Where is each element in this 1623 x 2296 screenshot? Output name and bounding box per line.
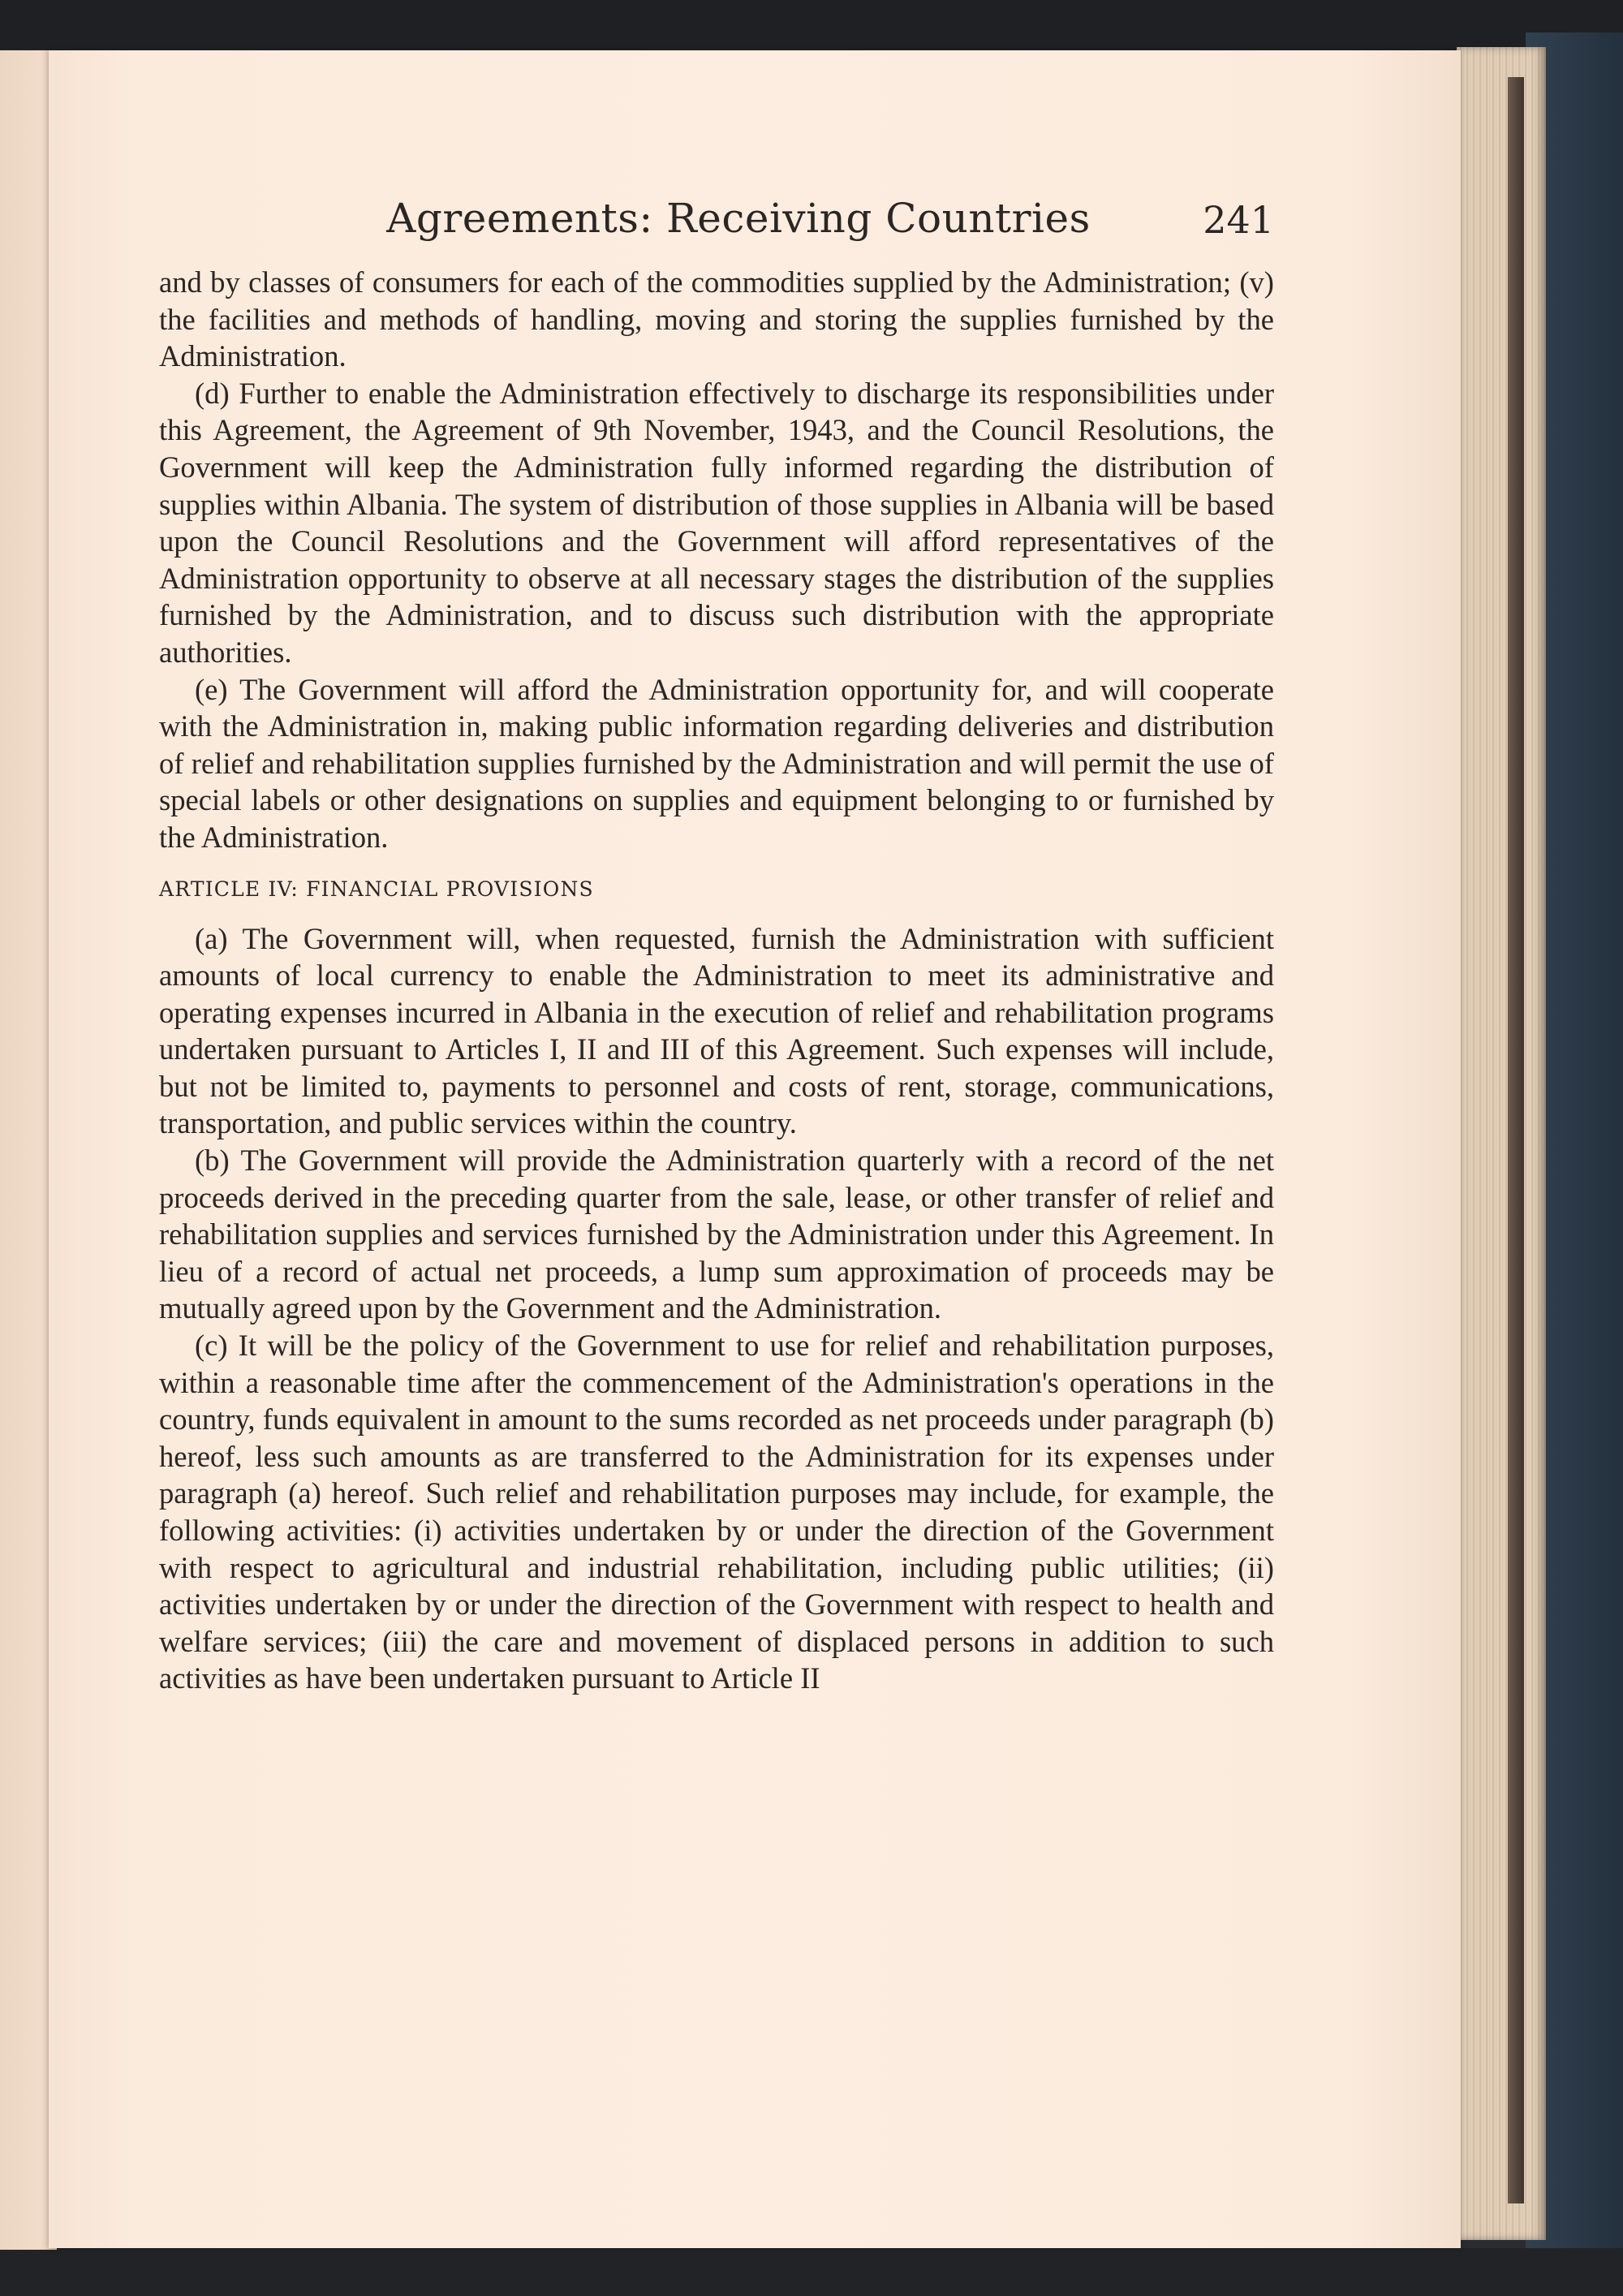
body-text <box>159 264 1274 1697</box>
running-head <box>49 195 1461 260</box>
paragraph-continuation: and by classes of consumers for each of the commodities supplied by the Administration; (v) the facilities and methods of handling, moving and storing the supplies furnished by the Administration. <box>159 265 1274 373</box>
book-page <box>49 50 1461 2248</box>
page-edge-shadow <box>1508 77 1524 2203</box>
page-number: 241 <box>1203 198 1274 242</box>
paragraph-d: (d) Further to enable the Administration effectively to discharge its responsibilities under this Agreement, the Agreement of 9th November, 1943, and the Council Resolutions, the Government will keep the Administration fully informed regarding the distribution of supplies within Albania. The system of distribution of those supplies in Albania will be based upon the Council Resolutions and the Government will afford representatives of the Administration opportunity to observe at all necessary stages the distribution of the supplies furnished by the Administration, and to discuss such distribution with the appropriate authorities. <box>159 376 1274 669</box>
article-paragraph-c: (c) It will be the policy of the Government to use for relief and rehabilitation purposes, within a reasonable time after the commencement of the Administration's operations in the country, funds equivalent in amount to the sums recorded as net proceeds under paragraph (b) hereof, less such amounts as are transferred to the Administration for its expenses under paragraph (a) hereof. Such relief and rehabilitation purposes may include, for example, the following activities: (i) activities undertaken by or under the direction of the Government with respect to agricultural and industrial rehabilitation, including public utilities; (ii) activities undertaken by or under the direction of the Government with respect to health and welfare services; (iii) the care and movement of displaced persons in addition to such activities as have been undertaken pursuant to Article II <box>159 1329 1274 1695</box>
book-cover-bottom <box>0 2248 1623 2296</box>
article-paragraph-b: (b) The Government will provide the Administration quarterly with a record of the net proceeds derived in the preceding quarter from the sale, lease, or other transfer of relief and rehabilitation supplies and services furnished by the Administration under this Agreement. In lieu of a record of actual net proceeds, a lump sum approximation of proceeds may be mutually agreed upon by the Government and the Administration. <box>159 1144 1274 1325</box>
article-paragraph-a: (a) The Government will, when requested, furnish the Administration with sufficient amounts of local currency to enable the Administration to meet its administrative and operating expenses incurred in Albania in the execution of relief and rehabilitation programs undertaken pursuant to Articles I, II and III of this Agreement. Such expenses will include, but not be limited to, payments to personnel and costs of rent, storage, communications, transportation, and public services within the country. <box>159 921 1274 1140</box>
page-title: Agreements: Receiving Countries <box>386 195 1091 242</box>
page-edges <box>1457 47 1546 2240</box>
paragraph-e: (e) The Government will afford the Administration opportunity for, and will cooperate with the Administration in, making public information regarding deliveries and distribution of relief and rehabilitation supplies furnished by the Administration and will permit the use of special labels or other designations on supplies and equipment belonging to or furnished by the Administration. <box>159 672 1274 854</box>
article-heading: ARTICLE IV: FINANCIAL PROVISIONS <box>159 877 594 901</box>
